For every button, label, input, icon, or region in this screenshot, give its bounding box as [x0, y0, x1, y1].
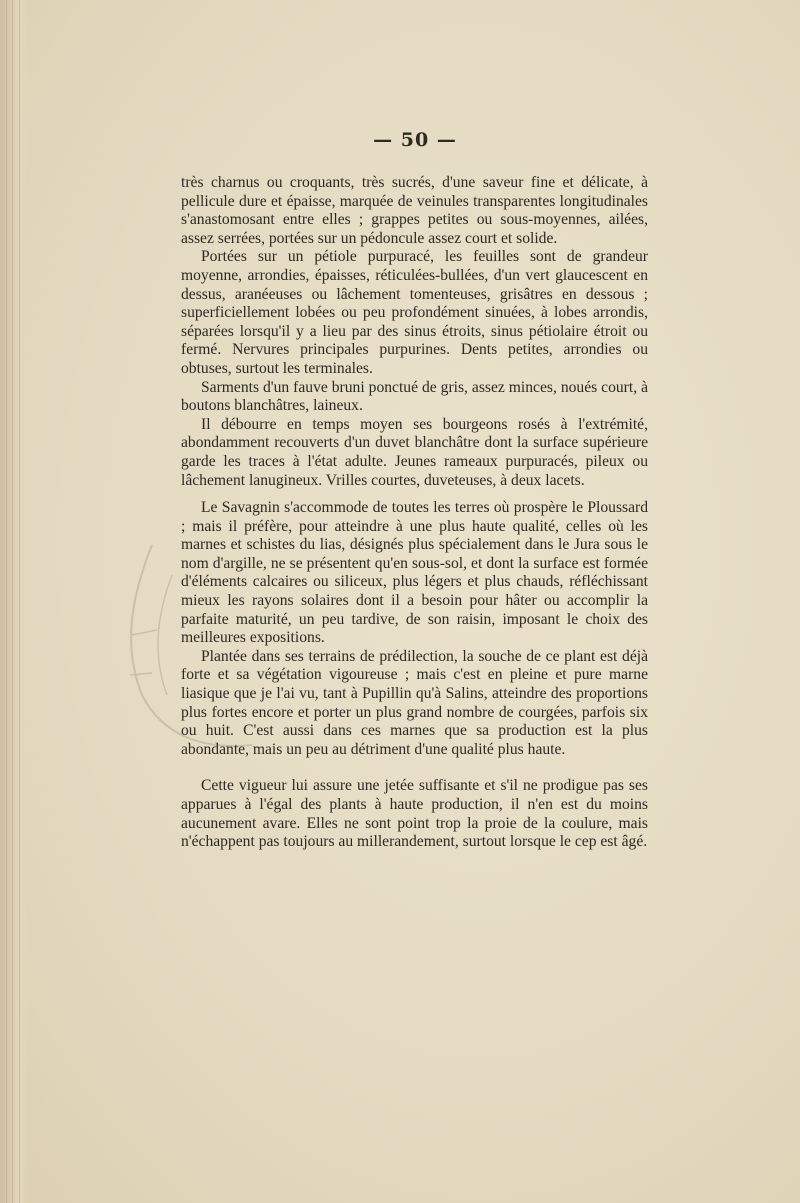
body-text: [181, 174, 648, 852]
paragraph: Portées sur un pétiole purpuracé, les feuilles sont de grandeur moyenne, arrondies, épaisses, réticulées-bullées, d'un vert glaucescent en dessus, aranéeuses ou lâchement tomenteuses, grisâtres en dessous ; superficiellement lobées ou peu profondément sinuées, à lobes arrondis, séparées lorsqu'il y a lieu par des sinus étroits, sinus pétiolaire étroit ou fermé. Nervures principales purpurines. Dents petites, arrondies ou obtuses, surtout les terminales.: [181, 248, 648, 377]
paragraph: très charnus ou croquants, très sucrés, d'une saveur fine et délicate, à pellicule dure et épaisse, marquée de veinules transparentes longitudinales s'anastomosant entre elles ; grappes petites ou sous-moyennes, ailées, assez serrées, portées sur un pédoncule assez court et solide.: [181, 174, 648, 247]
paragraph: Le Savagnin s'accommode de toutes les terres où prospère le Ploussard ; mais il préfère, pour atteindre à une plus haute qualité, celles où les marnes et schistes du lias, désignés plus spécialement dans le Jura sous le nom d'argille, ne se présentent qu'en sous-sol, et dont la surface est formée d'éléments calcaires ou siliceux, plus légers et plus chauds, réfléchissant mieux les rayons solaires dont il a besoin pour hâter ou accomplir la parfaite maturité, un peu tardive, de son raisin, imposant le choix des meilleures expositions.: [181, 499, 648, 647]
paragraph: Il débourre en temps moyen ses bourgeons rosés à l'extrémité, abondamment recouverts d'un duvet blanchâtre dont la surface supérieure garde les traces à l'état adulte. Jeunes rameaux purpuracés, pileux ou lâchement lanugineux. Vrilles courtes, duveteuses, à deux lacets.: [181, 415, 648, 489]
paragraph: Plantée dans ses terrains de prédilection, la souche de ce plant est déjà forte et sa végétation vigoureuse ; mais c'est en pleine et pure marne liasique que je l'ai vu, tant à Pupillin qu'à Salins, atteindre des proportions plus fortes encore et porter un plus grand nombre de courgées, parfois six ou huit. C'est aussi dans ces marnes que sa production est la plus abondante, mais un peu au détriment d'une qualité plus haute.: [181, 647, 648, 758]
page-number: — 50 —: [373, 129, 457, 151]
paragraph: Cette vigueur lui assure une jetée suffisante et s'il ne prodigue pas ses apparues à l'égal des plants à haute production, il n'en est du moins aucunement avare. Elles ne sont point trop la proie de la coulure, mais n'échappent pas toujours au millerandement, surtout lorsque le cep est âgé.: [181, 777, 648, 851]
spine-fold-line: [19, 0, 20, 1203]
book-spine-shadow: [0, 0, 28, 1203]
spine-fold-line: [12, 0, 13, 1203]
paragraph: Sarments d'un fauve bruni ponctué de gris, assez minces, noués court, à boutons blanchâtres, laineux.: [181, 378, 648, 415]
spine-fold-line: [6, 0, 7, 1203]
